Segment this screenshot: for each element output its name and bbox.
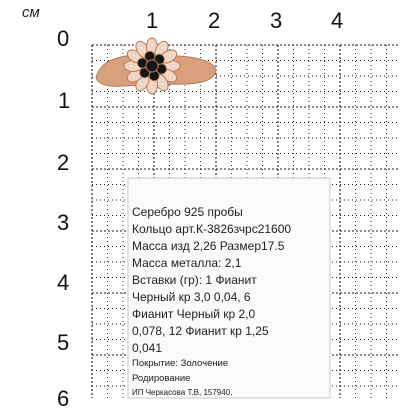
tag-text bbox=[132, 204, 332, 398]
y-tick-1: 1 bbox=[58, 88, 71, 113]
tag-line: Покрытие: Золочение bbox=[132, 358, 229, 370]
ring-small-stone bbox=[132, 75, 135, 78]
ring-image bbox=[96, 38, 216, 94]
tag-line: Масса изд 2,26 Размер17.5 bbox=[132, 239, 285, 254]
x-tick-1: 1 bbox=[146, 8, 159, 33]
tag-line: 0,041 bbox=[132, 341, 163, 356]
tag-line: Фианит Черный кр 2,0 bbox=[132, 307, 256, 322]
ring-small-stone bbox=[169, 75, 172, 78]
x-tick-4: 4 bbox=[331, 8, 344, 33]
tag-line: ИП Черкасова Т.В, 157940, bbox=[132, 387, 233, 397]
ring-small-stone bbox=[140, 46, 143, 49]
ring-small-stone bbox=[132, 54, 135, 57]
ring-small-stone bbox=[140, 83, 143, 86]
y-tick-5: 5 bbox=[57, 330, 70, 355]
ring-small-stone bbox=[129, 64, 132, 67]
ring-small-stone bbox=[169, 54, 172, 57]
y-tick-3: 3 bbox=[57, 210, 70, 235]
y-tick-2: 2 bbox=[57, 150, 70, 175]
x-tick-3: 3 bbox=[270, 8, 283, 33]
ring-small-stone bbox=[161, 46, 164, 49]
tag-line: Вставки (гр): 1 Фианит bbox=[132, 273, 257, 288]
tag-line: Серебро 925 пробы bbox=[132, 205, 243, 219]
tag-line: 0,078, 12 Фианит кр 1,25 bbox=[132, 324, 269, 339]
x-tick-2: 2 bbox=[208, 8, 221, 33]
tag-line: Родирование bbox=[132, 373, 191, 384]
ring-small-stone bbox=[161, 83, 164, 86]
y-tick-0: 0 bbox=[57, 26, 70, 51]
ring-small-stone bbox=[150, 43, 153, 46]
y-tick-6: 6 bbox=[57, 386, 70, 411]
ring-center-stone bbox=[146, 60, 158, 72]
ring-small-stone bbox=[171, 64, 174, 67]
ring-small-stone bbox=[150, 85, 153, 88]
tag-line: Кольцо арт.К-3826зчрс21600 bbox=[132, 222, 292, 237]
unit-label: см bbox=[22, 4, 40, 21]
y-tick-4: 4 bbox=[57, 270, 70, 295]
tag-line: Масса металла: 2,1 bbox=[132, 256, 242, 271]
tag-line: Черный кр 3,0 0,04, 6 bbox=[132, 290, 251, 305]
